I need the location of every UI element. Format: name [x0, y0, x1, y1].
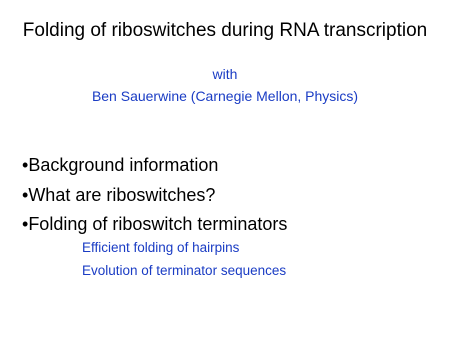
- slide-title: Folding of riboswitches during RNA transcription: [22, 20, 428, 41]
- sub-bullet-item: Evolution of terminator sequences: [82, 263, 287, 278]
- bullet-dot-icon: •: [22, 214, 29, 234]
- sub-bullet-item: Efficient folding of hairpins: [82, 240, 240, 255]
- sub-bullet-list: [82, 236, 286, 282]
- bullet-item: [22, 151, 287, 181]
- bullet-text: Folding of riboswitch terminators: [28, 214, 288, 234]
- subtitle-collaborator: Ben Sauerwine (Carnegie Mellon, Physics): [91, 88, 359, 104]
- bullet-dot-icon: •: [22, 155, 29, 175]
- subtitle-with: with: [212, 66, 238, 82]
- bullet-text: Background information: [28, 155, 219, 175]
- bullet-dot-icon: •: [22, 184, 29, 205]
- bullet-text: What are riboswitches?: [28, 184, 216, 205]
- bullet-item: [22, 181, 287, 211]
- bullet-list: [22, 151, 287, 240]
